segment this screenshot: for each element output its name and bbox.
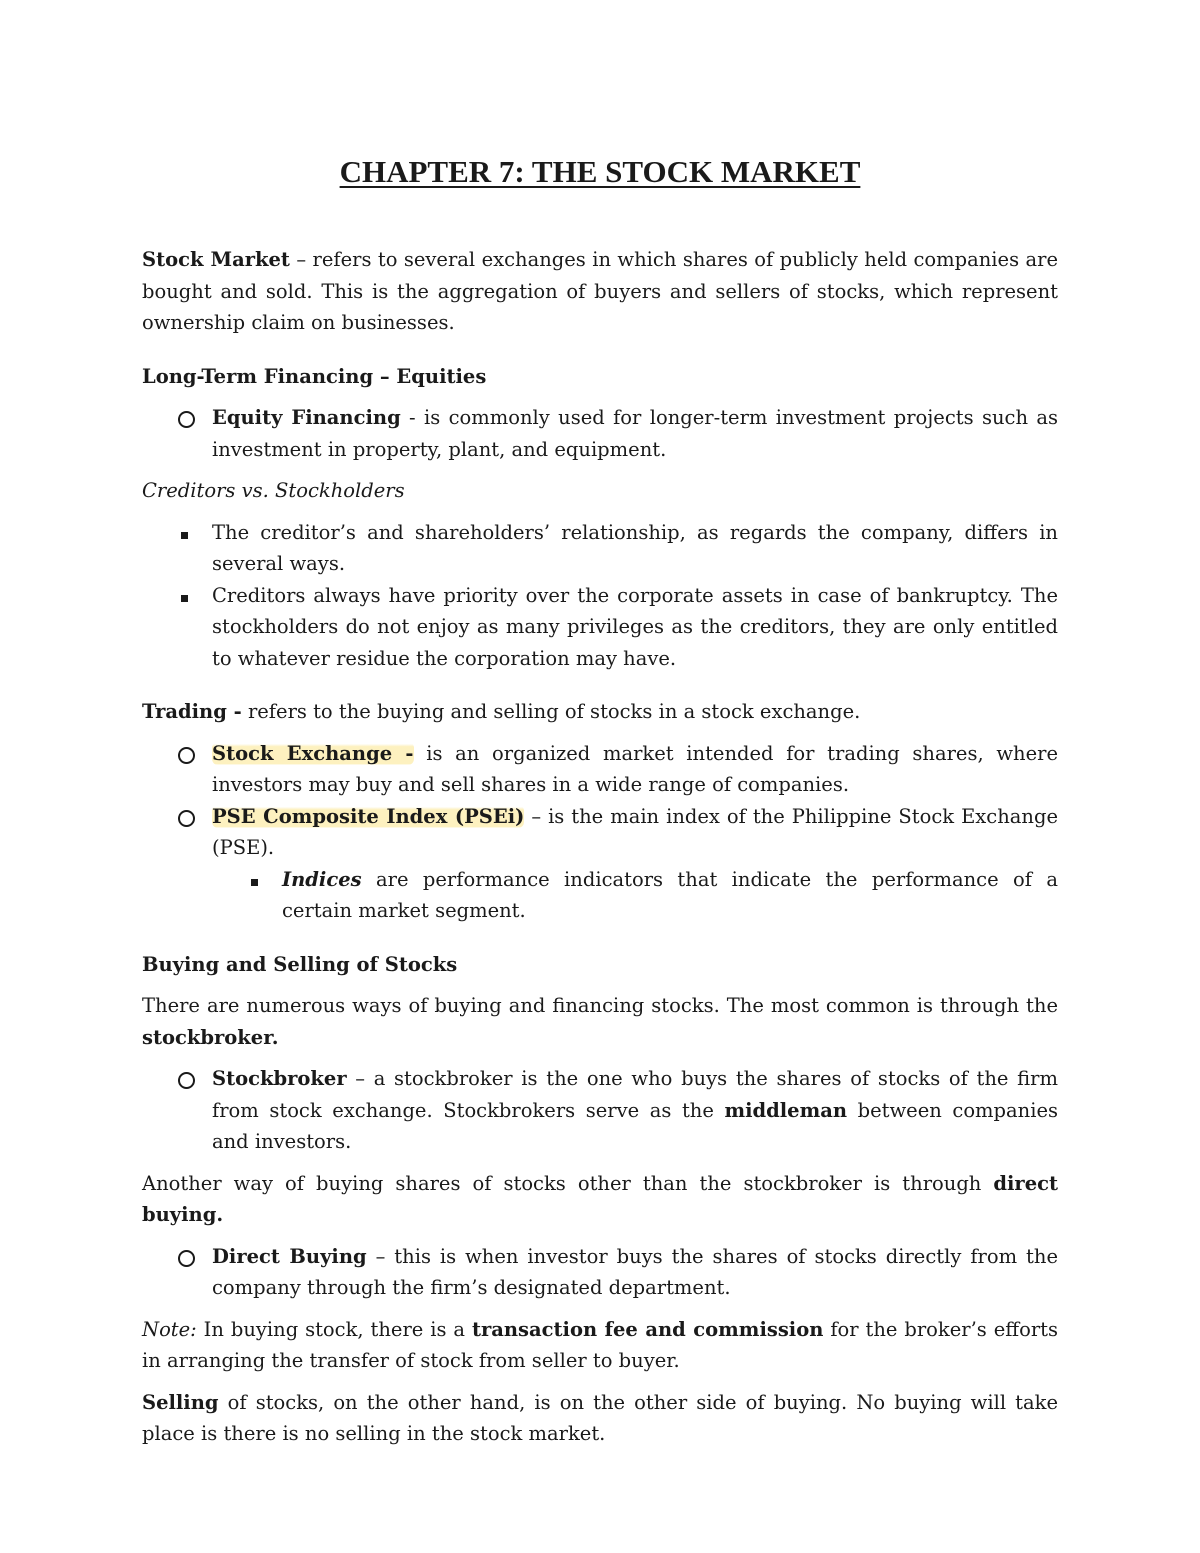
creditors-bullet-2-text: Creditors always have priority over the corporate assets in case of bankruptcy. The stockholders do not enjoy as many privileges as the creditors, they are only entitled to whatever residue the corporation may have. [212, 583, 1058, 670]
direct-buying-term: Direct Buying [212, 1244, 367, 1268]
hollow-circle-bullet-icon [178, 402, 202, 438]
hollow-circle-bullet-icon [178, 801, 202, 837]
selling-paragraph [142, 1387, 1058, 1450]
long-term-financing-heading: Long-Term Financing – Equities [142, 364, 487, 388]
note-text-2: for the broker’s efforts in arranging the transfer of stock from seller to buyer. [142, 1317, 1059, 1372]
selling-text: of stocks, on the other hand, is on the other side of buying. No buying will take place is there is no selling in the stock market. [142, 1390, 1058, 1445]
creditors-bullet-2 [142, 580, 1058, 675]
buying-intro-paragraph [142, 990, 1058, 1053]
selling-term: Selling [142, 1390, 219, 1414]
direct-buying-bold: direct buying. [142, 1171, 1058, 1226]
equity-financing-definition: - is commonly used for longer-term investment projects such as investment in property, plant, and equipment. [212, 406, 1058, 461]
note-label: Note: [142, 1317, 197, 1341]
indices-term: Indices [282, 867, 362, 891]
chapter-title: CHAPTER 7: THE STOCK MARKET [339, 154, 861, 189]
stockbroker-item [142, 1063, 1058, 1158]
hollow-circle-bullet-icon [178, 1241, 202, 1277]
stock-market-term: Stock Market [142, 248, 290, 271]
creditors-bullet-1-text: The creditor’s and shareholders’ relationship, as regards the company, differs in several ways. [212, 520, 1058, 575]
creditors-vs-stockholders-heading: Creditors vs. Stockholders [142, 479, 405, 502]
hollow-circle-bullet-icon [178, 738, 202, 774]
document-page [142, 150, 1058, 1450]
stock-market-paragraph [142, 244, 1058, 339]
stockbroker-term: Stockbroker [212, 1067, 347, 1090]
note-bold: transaction fee and commission [471, 1317, 824, 1341]
buying-selling-heading: Buying and Selling of Stocks [142, 952, 458, 976]
stock-market-definition: – refers to several exchanges in which shares of publicly held companies are bought and sold. This is the aggregation of buyers and sellers of stocks, which represent ownership claim on businesses. [142, 248, 1058, 334]
trading-definition: refers to the buying and selling of stocks in a stock exchange. [241, 700, 861, 723]
trading-paragraph [142, 696, 1058, 728]
square-bullet-icon [178, 517, 202, 549]
buying-intro-bold: stockbroker. [142, 1025, 279, 1049]
equity-financing-item [142, 402, 1058, 465]
trading-term: Trading - [142, 700, 242, 723]
stockbroker-text-1: – a stockbroker is the one who buys the shares of stocks of the firm from stock exchange. Stockbrokers serve as the [212, 1067, 1058, 1122]
indices-sub-item [142, 864, 1058, 927]
psei-definition: – is the main index of the Philippine Stock Exchange (PSE). [212, 804, 1058, 859]
stock-exchange-definition: is an organized market intended for trading shares, where investors may buy and sell shares in a wide range of companies. [212, 741, 1059, 796]
stockbroker-text-2: between companies and investors. [212, 1098, 1058, 1153]
indices-definition: are performance indicators that indicate the performance of a certain market segment. [282, 867, 1058, 922]
stock-exchange-term-highlighted: Stock Exchange - [212, 741, 414, 765]
middleman-bold: middleman [724, 1098, 848, 1122]
note-text-1: In buying stock, there is a [196, 1317, 472, 1341]
note-paragraph [142, 1314, 1058, 1377]
square-bullet-icon [178, 580, 202, 612]
square-bullet-icon [248, 864, 258, 896]
direct-buying-definition: – this is when investor buys the shares of stocks directly from the company through the firm’s designated department. [212, 1244, 1058, 1299]
another-way-paragraph [142, 1168, 1058, 1231]
stock-exchange-item [142, 738, 1058, 801]
equity-financing-term: Equity Financing [212, 406, 401, 429]
psei-term-highlighted: PSE Composite Index (PSEi) [212, 804, 525, 828]
psei-item [142, 801, 1058, 864]
hollow-circle-bullet-icon [178, 1063, 202, 1099]
another-way-text: Another way of buying shares of stocks other than the stockbroker is through [142, 1171, 994, 1195]
buying-intro-text: There are numerous ways of buying and financing stocks. The most common is through the [142, 994, 1058, 1017]
direct-buying-item [142, 1241, 1058, 1304]
creditors-bullet-1 [142, 517, 1058, 580]
